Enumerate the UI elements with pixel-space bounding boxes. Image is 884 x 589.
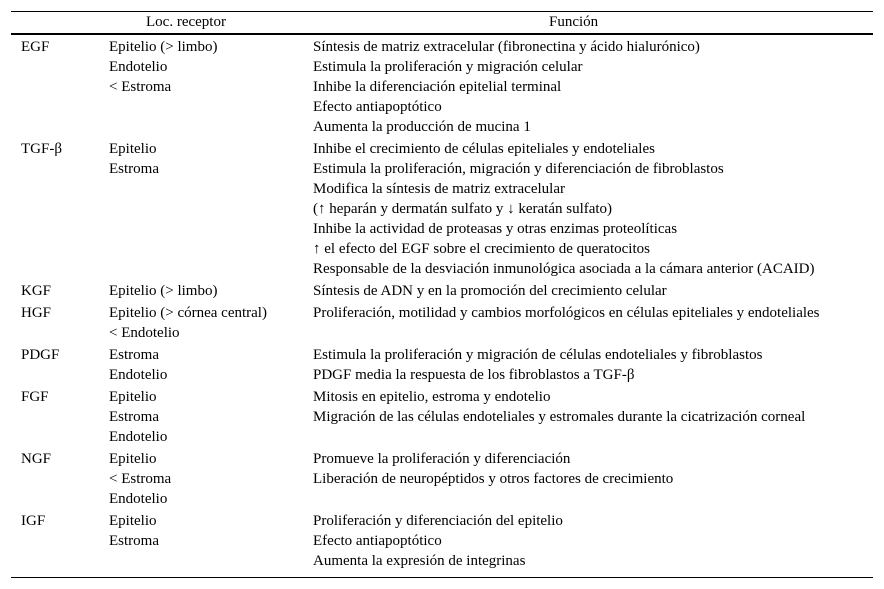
receptor-location-cell <box>109 37 313 97</box>
function-cell <box>313 139 873 279</box>
receptor-location-cell <box>109 387 313 447</box>
receptor-location-cell <box>109 281 313 301</box>
receptor-location: Epitelio (> limbo) <box>109 283 218 299</box>
receptor-location: < Estroma <box>109 471 172 487</box>
function-line: Estimula la proliferación y migración celular <box>313 59 583 75</box>
table-row <box>11 387 873 449</box>
table-row <box>11 449 873 511</box>
function-cell <box>313 37 873 137</box>
function-cell <box>313 345 873 385</box>
receptor-location: Epitelio (> limbo) <box>109 39 218 55</box>
function-cell <box>313 387 873 427</box>
table-row <box>11 303 873 345</box>
function-line: Inhibe la diferenciación epitelial terminal <box>313 79 562 95</box>
receptor-location: < Estroma <box>109 79 172 95</box>
function-line: Síntesis de matriz extracelular (fibronectina y ácido hialurónico) <box>313 39 700 55</box>
function-line: Estimula la proliferación, migración y diferenciación de fibroblastos <box>313 161 724 177</box>
receptor-location-cell <box>109 449 313 509</box>
factor-name: IGF <box>21 513 46 529</box>
receptor-location: Estroma <box>109 161 159 177</box>
table-row <box>11 281 873 303</box>
function-line: Aumenta la producción de mucina 1 <box>313 119 531 135</box>
function-cell <box>313 511 873 571</box>
receptor-location: Endotelio <box>109 491 168 507</box>
table-body <box>11 37 873 573</box>
function-cell <box>313 303 873 323</box>
function-line: Promueve la proliferación y diferenciación <box>313 451 571 467</box>
table-header-rule <box>11 33 873 35</box>
function-line: (↑ heparán y dermatán sulfato y ↓ keratán sulfato) <box>313 201 613 217</box>
function-line: Proliferación, motilidad y cambios morfológicos en células epiteliales y endoteliales <box>313 305 820 321</box>
header-loc-receptor: Loc. receptor <box>146 14 226 30</box>
function-line: Migración de las células endoteliales y estromales durante la cicatrización corneal <box>313 409 806 425</box>
function-line: Inhibe la actividad de proteasas y otras enzimas proteolíticas <box>313 221 678 237</box>
receptor-location: Epitelio <box>109 451 157 467</box>
factor-name: TGF-β <box>21 141 62 157</box>
receptor-location: Epitelio <box>109 389 157 405</box>
factor-name: NGF <box>21 451 52 467</box>
function-cell <box>313 281 873 301</box>
function-line: PDGF media la respuesta de los fibroblastos a TGF-β <box>313 367 635 383</box>
factor-name: KGF <box>21 283 52 299</box>
function-line: Síntesis de ADN y en la promoción del crecimiento celular <box>313 283 667 299</box>
table-row <box>11 345 873 387</box>
receptor-location: Endotelio <box>109 367 168 383</box>
function-line: Proliferación y diferenciación del epitelio <box>313 513 563 529</box>
receptor-location: Estroma <box>109 533 159 549</box>
function-cell <box>313 449 873 489</box>
receptor-location-cell <box>109 139 313 179</box>
receptor-location: Endotelio <box>109 429 168 445</box>
receptor-location-cell <box>109 511 313 551</box>
function-line: Modifica la síntesis de matriz extracelular <box>313 181 565 197</box>
table-row <box>11 511 873 573</box>
function-line: Liberación de neuropéptidos y otros factores de crecimiento <box>313 471 674 487</box>
function-line: ↑ el efecto del EGF sobre el crecimiento de queratocitos <box>313 241 650 257</box>
factor-name: HGF <box>21 305 52 321</box>
function-line: Mitosis en epitelio, estroma y endotelio <box>313 389 551 405</box>
receptor-location: < Endotelio <box>109 325 180 341</box>
table-bottom-rule <box>11 577 873 578</box>
function-line: Efecto antiapoptótico <box>313 99 442 115</box>
function-line: Responsable de la desviación inmunológica asociada a la cámara anterior (ACAID) <box>313 261 815 277</box>
receptor-location: Epitelio (> córnea central) <box>109 305 267 321</box>
factor-name: EGF <box>21 39 50 55</box>
receptor-location: Estroma <box>109 409 159 425</box>
function-line: Inhibe el crecimiento de células epiteliales y endoteliales <box>313 141 655 157</box>
receptor-location: Endotelio <box>109 59 168 75</box>
table-row <box>11 37 873 139</box>
table-top-rule <box>11 11 873 12</box>
receptor-location: Epitelio <box>109 513 157 529</box>
factor-name: FGF <box>21 389 49 405</box>
function-line: Estimula la proliferación y migración de células endoteliales y fibroblastos <box>313 347 763 363</box>
receptor-location: Estroma <box>109 347 159 363</box>
receptor-location: Epitelio <box>109 141 157 157</box>
receptor-location-cell <box>109 345 313 385</box>
function-line: Aumenta la expresión de integrinas <box>313 553 526 569</box>
factor-name: PDGF <box>21 347 60 363</box>
function-line: Efecto antiapoptótico <box>313 533 442 549</box>
table-row <box>11 139 873 281</box>
header-funcion: Función <box>549 14 599 30</box>
receptor-location-cell <box>109 303 313 343</box>
